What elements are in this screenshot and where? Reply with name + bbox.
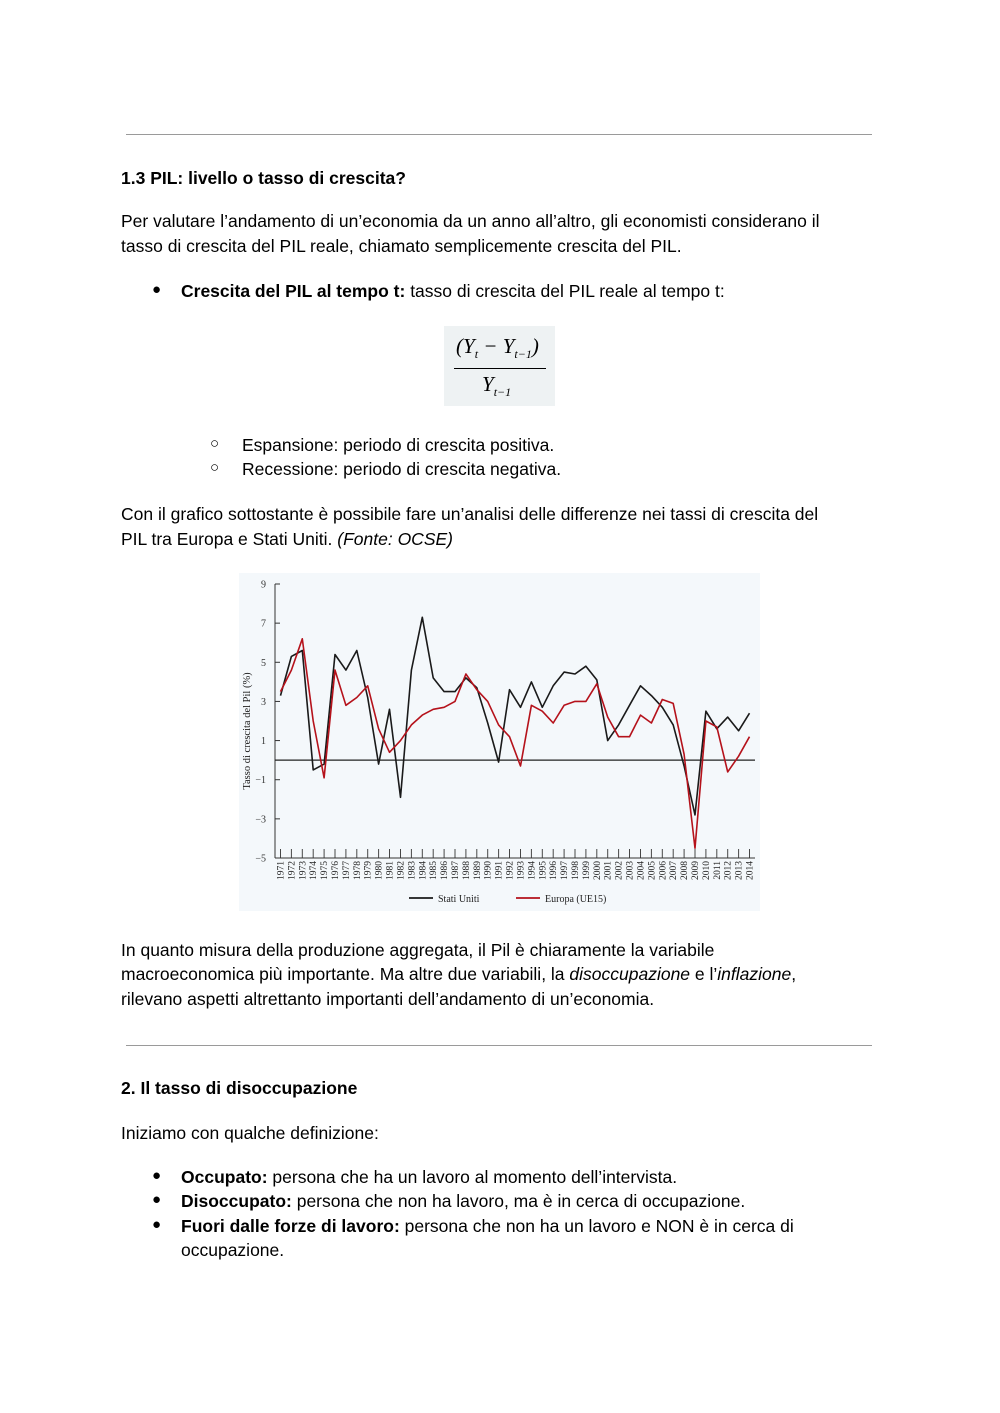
x-tick-label: 1985 [429,861,440,880]
x-tick-label: 2013 [734,861,745,880]
x-tick-label: 1993 [516,861,527,880]
definition-fuori-forze-lavoro-cont: occupazione. [181,1240,285,1260]
x-tick-label: 1992 [505,861,516,880]
x-tick-label: 2007 [669,861,680,880]
x-tick-label: 2000 [592,861,603,880]
x-tick-label: 2006 [658,861,669,880]
x-tick-label: 2011 [712,861,723,880]
y-axis-label: Tasso di crescita del Pil (%) [242,672,253,790]
x-tick-label: 1991 [494,861,505,880]
definition-occupato: Occupato: persona che ha un lavoro al momento dell’intervista. [181,1167,678,1187]
x-tick-label: 1974 [309,861,320,880]
chart-intro-line2: PIL tra Europa e Stati Uniti. (Fonte: OCSE) [121,529,453,549]
y-tick-label: 3 [261,696,266,708]
sub-bullet-circle: ○ [210,435,220,452]
x-tick-label: 1977 [341,861,352,880]
y-tick-label: 5 [261,657,266,669]
series-line-stati-uniti [281,617,750,815]
x-tick-label: 1978 [352,861,363,880]
growth-definition-bullet [181,279,725,304]
top-divider [126,134,872,135]
x-tick-label: 1972 [287,861,298,880]
y-tick-label: −1 [255,775,266,787]
y-tick-label: 9 [261,579,266,591]
section-heading-1-3: 1.3 PIL: livello o tasso di crescita? [121,168,406,188]
x-tick-label: 2012 [723,861,734,880]
x-tick-label: 1995 [538,861,549,880]
bullet-dot: ● [152,1191,162,1208]
growth-formula [444,326,555,406]
x-tick-label: 2014 [745,861,756,880]
x-tick-label: 1996 [549,861,560,880]
x-tick-label: 1981 [385,861,396,880]
definition-disoccupato: Disoccupato: persona che non ha lavoro, ma è in cerca di occupazione. [181,1191,746,1211]
x-tick-label: 2004 [636,861,647,880]
after-chart-line2: macroeconomica più importante. Ma altre due variabili, la disoccupazione e l’inflazione, [121,964,797,984]
x-tick-label: 1997 [560,861,571,880]
term-disoccupazione: disoccupazione [569,964,691,984]
formula-numerator: $(Y_t - Y_{t-1})$ [456,334,539,361]
x-tick-label: 2002 [614,861,625,880]
x-tick-label: 1988 [461,861,472,880]
y-tick-label: 7 [261,618,266,630]
y-tick-label: −5 [255,853,266,865]
growth-definition-term: Crescita del PIL al tempo t: [181,281,406,301]
x-tick-label: 1973 [298,861,309,880]
middle-divider [126,1045,872,1046]
x-tick-label: 1998 [571,861,581,880]
x-tick-label: 2010 [701,861,712,880]
y-tick-label: 1 [261,736,266,748]
term-inflazione: inflazione [717,964,792,984]
after-chart-line3: rilevano aspetti altrettanto importanti dell’andamento di un’economia. [121,989,655,1009]
sub-bullet-recession: Recessione: periodo di crescita negativa. [242,459,562,479]
x-tick-label: 1987 [451,861,461,880]
x-tick-label: 1971 [276,861,287,880]
section-heading-2: 2. Il tasso di disoccupazione [121,1078,358,1098]
after-chart-line1: In quanto misura della produzione aggregata, il Pil è chiaramente la variabile [121,940,715,960]
bullet-dot: ● [152,1216,162,1233]
intro-paragraph-line1: Per valutare l’andamento di un’economia da un anno all’altro, gli economisti considerano il [121,211,820,231]
x-tick-label: 2005 [647,861,658,880]
x-tick-label: 2001 [603,861,614,880]
x-tick-label: 1986 [440,861,451,880]
legend-label: Europa (UE15) [545,894,607,905]
x-tick-label: 1982 [396,861,407,880]
y-tick-label: −3 [255,814,266,826]
sub-bullet-expansion: Espansione: periodo di crescita positiva. [242,435,555,455]
formula-fraction-bar [454,368,546,369]
formula-denominator: $Y_{t-1}$ [482,372,512,399]
bullet-dot: ● [152,1167,162,1184]
x-tick-label: 2003 [625,861,636,880]
definitions-intro: Iniziamo con qualche definizione: [121,1123,379,1143]
chart-source: (Fonte: OCSE) [337,529,453,549]
legend-label: Stati Uniti [438,894,480,905]
x-tick-label: 1989 [472,861,483,880]
bullet-dot: ● [152,281,162,298]
intro-paragraph-line2: tasso di crescita del PIL reale, chiamato semplicemente crescita del PIL. [121,236,682,256]
x-tick-label: 1990 [483,861,494,880]
growth-definition-text: tasso di crescita del PIL reale al tempo t: [405,281,725,301]
gdp-growth-chart [239,573,760,911]
x-tick-label: 2009 [691,861,701,880]
definition-fuori-forze-lavoro: Fuori dalle forze di lavoro: persona che non ha un lavoro e NON è in cerca di [181,1216,794,1236]
x-tick-label: 1975 [320,861,331,880]
x-tick-label: 1976 [331,861,341,880]
x-tick-label: 1983 [407,861,418,880]
gdp-growth-chart-svg [239,573,760,911]
x-tick-label: 1994 [527,861,538,880]
chart-intro-line1: Con il grafico sottostante è possibile fare un’analisi delle differenze nei tassi di crescita del [121,504,819,524]
x-tick-label: 1999 [581,861,592,880]
x-tick-label: 2008 [680,861,691,880]
sub-bullet-circle: ○ [210,459,220,476]
x-tick-label: 1979 [363,861,374,880]
x-tick-label: 1984 [418,861,429,880]
x-tick-label: 1980 [374,861,385,880]
series-line-europa [281,639,750,848]
